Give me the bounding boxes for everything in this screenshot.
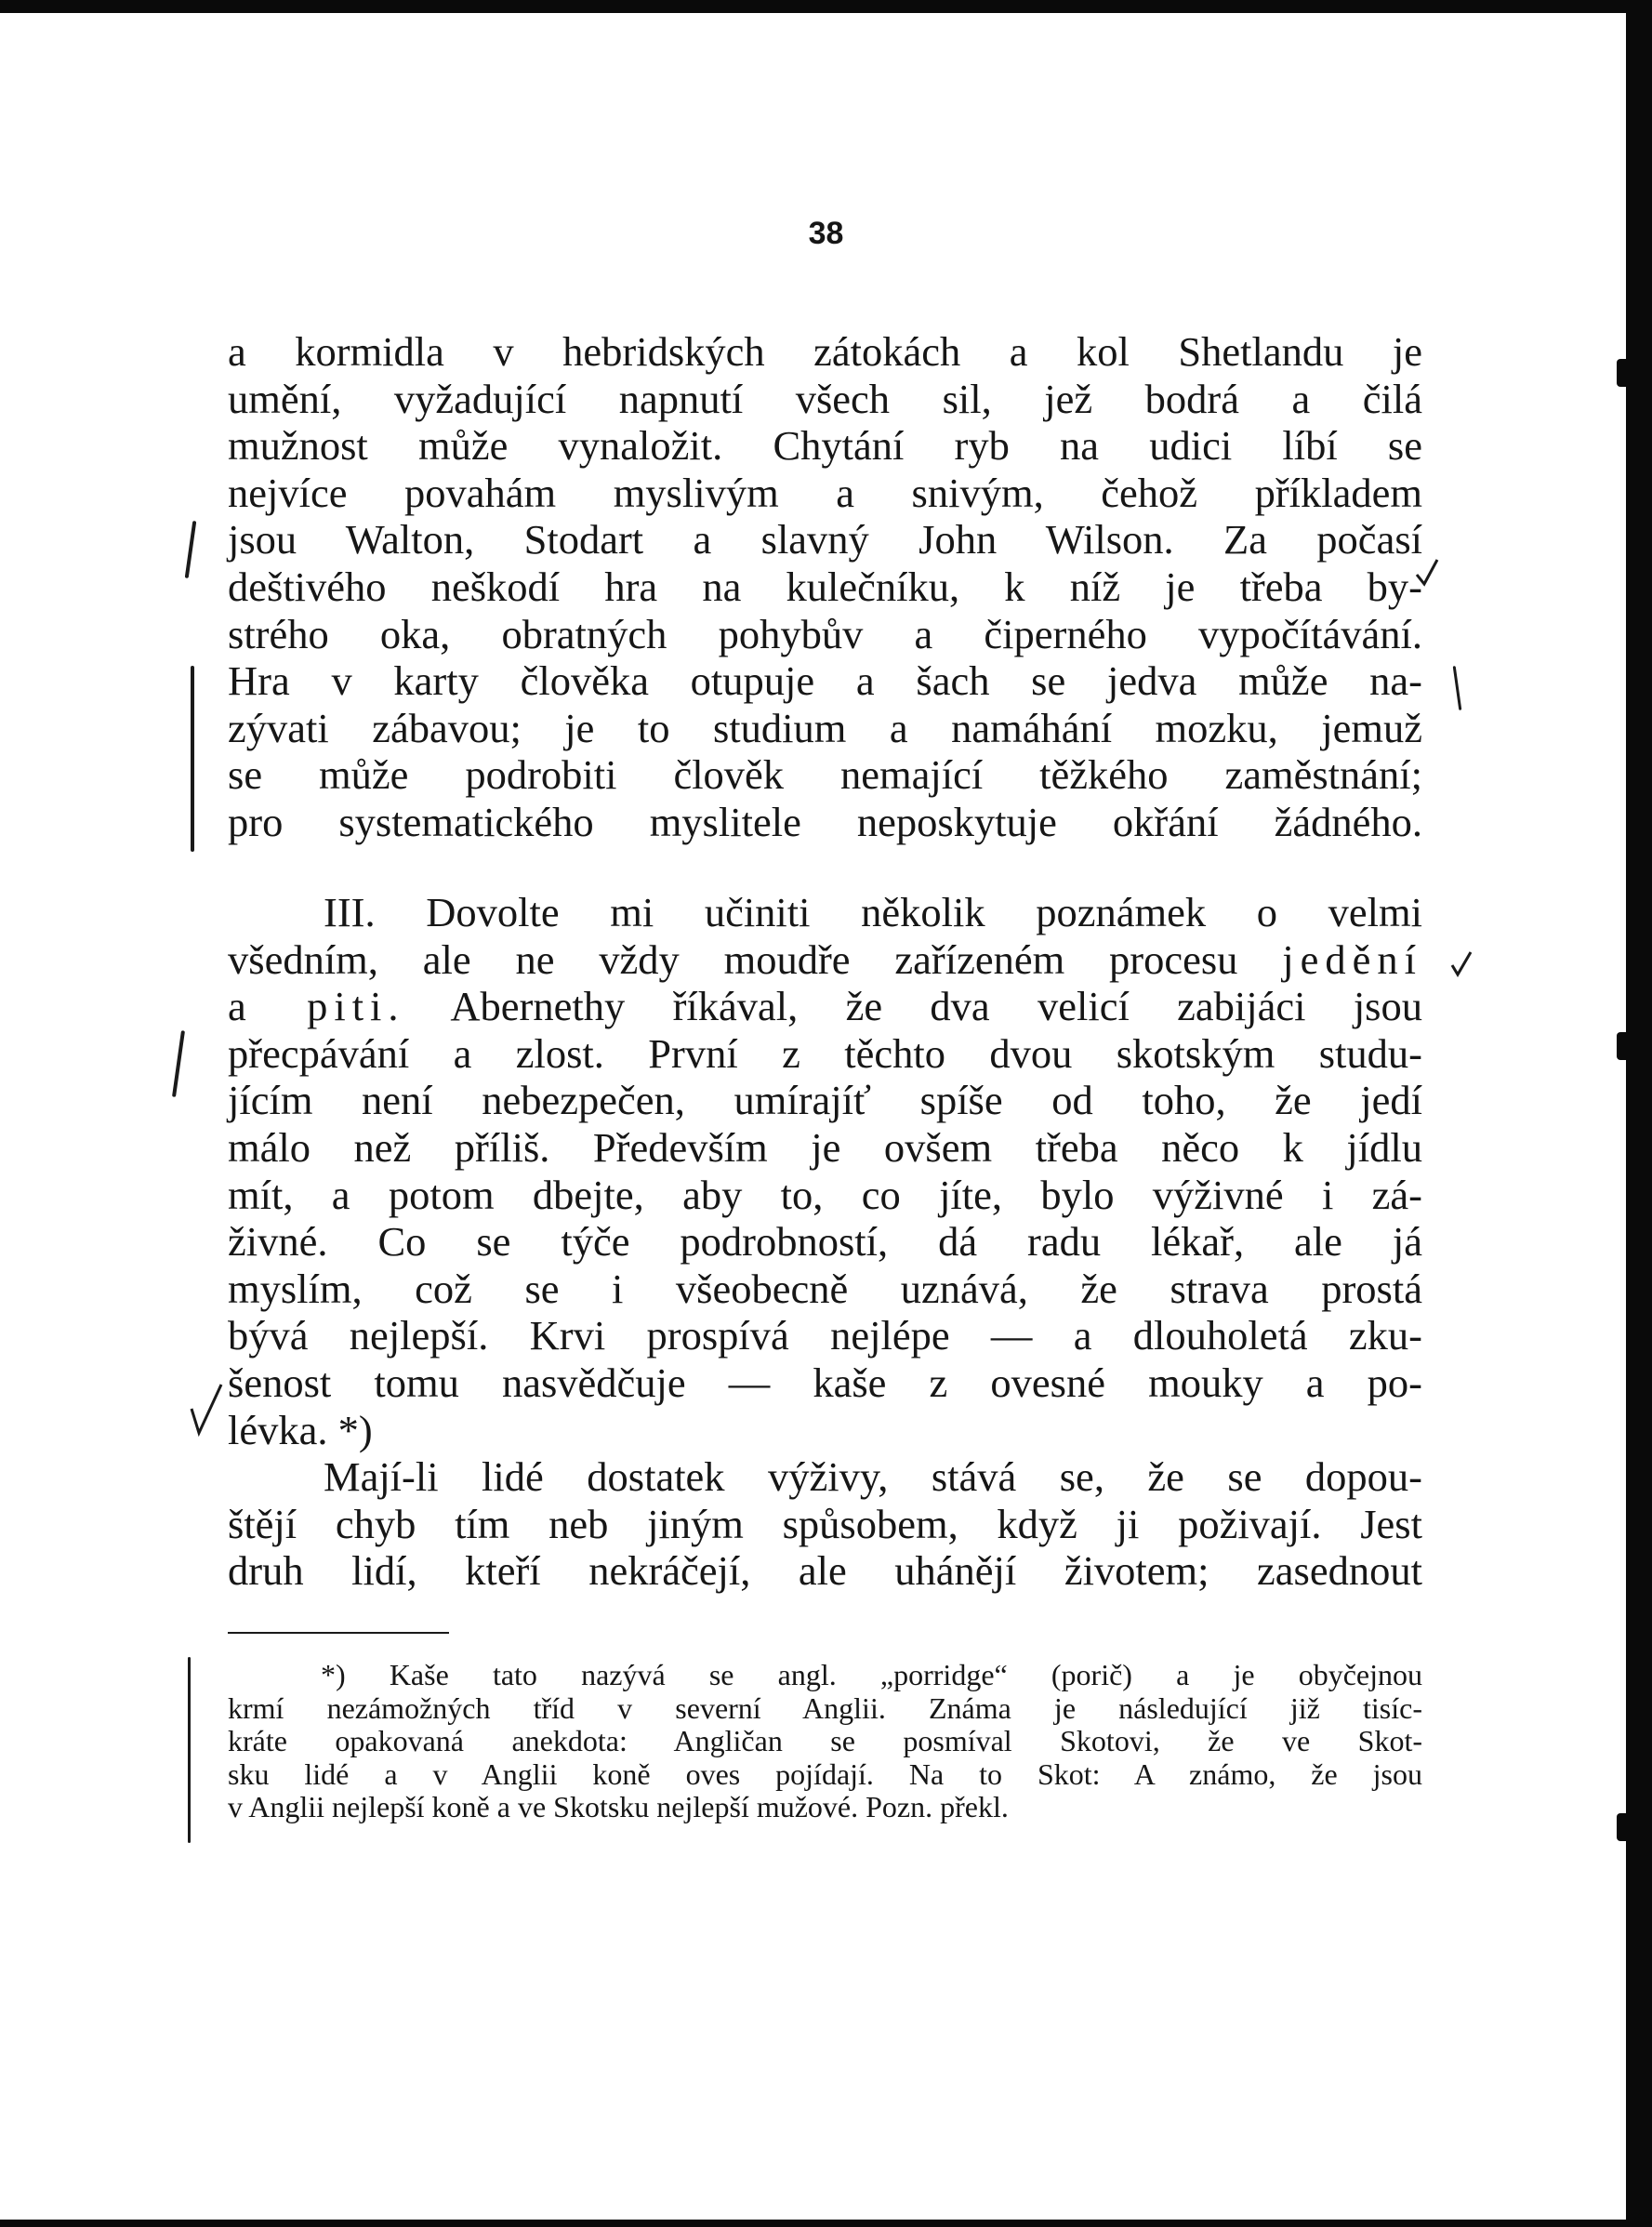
margin-pencil-mark [188,1657,191,1843]
text-line: zývati zábavou; je to studium a namáhání mozku, jemuž [228,704,1422,751]
paragraph-2 [228,889,1422,1453]
text-line: pro systematického myslitele neposkytuje okřání žádného. [228,798,1422,845]
footnote-line: krmí nezámožných tříd v severní Anglii. Známa je následující již tisíc- [228,1690,1422,1725]
text-line: Mají-li lidé dostatek výživy, stává se, že se dopou- [324,1453,1422,1500]
margin-pencil-mark [172,1030,185,1097]
text-line: umění, vyžadující napnutí všech sil, jež bodrá a čilá [228,375,1422,422]
margin-pencil-mark [191,666,194,852]
text-line: III. Dovolte mi učiniti několik poznámek o velmi [324,889,1422,935]
margin-check-icon [188,1381,225,1437]
paragraph-1 [228,328,1422,846]
text-line: štějí chyb tím neb jiným spůsobem, když ji poživají. Jest [228,1500,1422,1547]
text-line: se může podrobiti člověk nemající těžkého zaměstnání; [228,751,1422,799]
text-line: šenost tomu nasvědčuje — kaše z ovesné mouky a po- [228,1359,1422,1406]
emphasized-word: jedění [1282,935,1423,983]
emphasized-word: a piti. [228,983,405,1030]
margin-pencil-mark [185,521,197,578]
text-line: jícím není nebezpečen, umírajíť spíše od toho, že jedí [228,1077,1422,1124]
text-line: živné. Co se týče podrobností, dá radu lékař, ale já [228,1218,1422,1266]
text-fragment: všedním, ale ne vždy moudře zařízeném procesu [228,935,1238,983]
text-line: a kormidla v hebridských zátokách a kol Shetlandu je [228,328,1422,375]
text-line: lévka. *) [228,1406,373,1453]
text-fragment: Abernethy říkával, že dva velicí zabijáci jsou [450,983,1422,1030]
footnote-line: sku lidé a v Anglii koně oves pojídají. Na to Skot: A známo, že jsou [228,1756,1422,1791]
scan-edge-right [1626,0,1652,2227]
text-line: mužnost může vynaložit. Chytání ryb na udici líbí se [228,422,1422,470]
scan-edge-tab [1617,1032,1633,1060]
margin-pencil-mark [1453,666,1462,710]
text-line: druh lidí, kteří nekráčejí, ale uhánějí životem; zasednout [228,1547,1422,1595]
page-number: 38 [808,216,844,251]
text-line: mít, a potom dbejte, aby to, co jíte, bylo výživné i zá- [228,1171,1422,1218]
scan-edge-tab [1617,1813,1633,1841]
text-line: nejvíce povahám myslivým a snivým, čehož příkladem [228,469,1422,516]
footnote-line: v Anglii nejlepší koně a ve Skotsku nejlepší mužové. Pozn. překl. [228,1790,1009,1823]
scan-edge-bottom [0,2220,1652,2227]
text-line [228,983,1422,1030]
text-line: strého oka, obratných pohybův a čiperného vypočítávání. [228,610,1422,657]
text-line: bývá nejlepší. Krvi prospívá nejlépe — a dlouholetá zku- [228,1312,1422,1359]
footnote-divider [228,1632,449,1634]
scan-edge-tab [1617,359,1633,387]
footnote-line: kráte opakovaná anekdota: Angličan se posmíval Skotovi, že ve Skot- [228,1724,1422,1757]
text-line: Hra v karty člověka otupuje a šach se jedva může na- [228,657,1422,705]
text-line: myslím, což se i všeobecně uznává, že strava prostá [228,1265,1422,1312]
paragraph-3 [228,1453,1422,1595]
text-line: málo než příliš. Především je ovšem třeba něco k jídlu [228,1123,1422,1171]
footnote-line: *) Kaše tato nazývá se angl. „porridge“ (porič) a je obyčejnou [321,1658,1422,1691]
text-line: deštivého neškodí hra na kulečníku, k níž je třeba by- [228,563,1422,610]
margin-check-icon [1413,556,1441,588]
scan-edge-top [0,0,1652,13]
footnote [228,1659,1422,1824]
text-line [228,936,1422,984]
text-line: jsou Walton, Stodart a slavný John Wilson. Za počasí [228,516,1422,563]
margin-check-icon [1448,947,1476,978]
text-line: přecpávání a zlost. První z těchto dvou skotským studu- [228,1029,1422,1077]
